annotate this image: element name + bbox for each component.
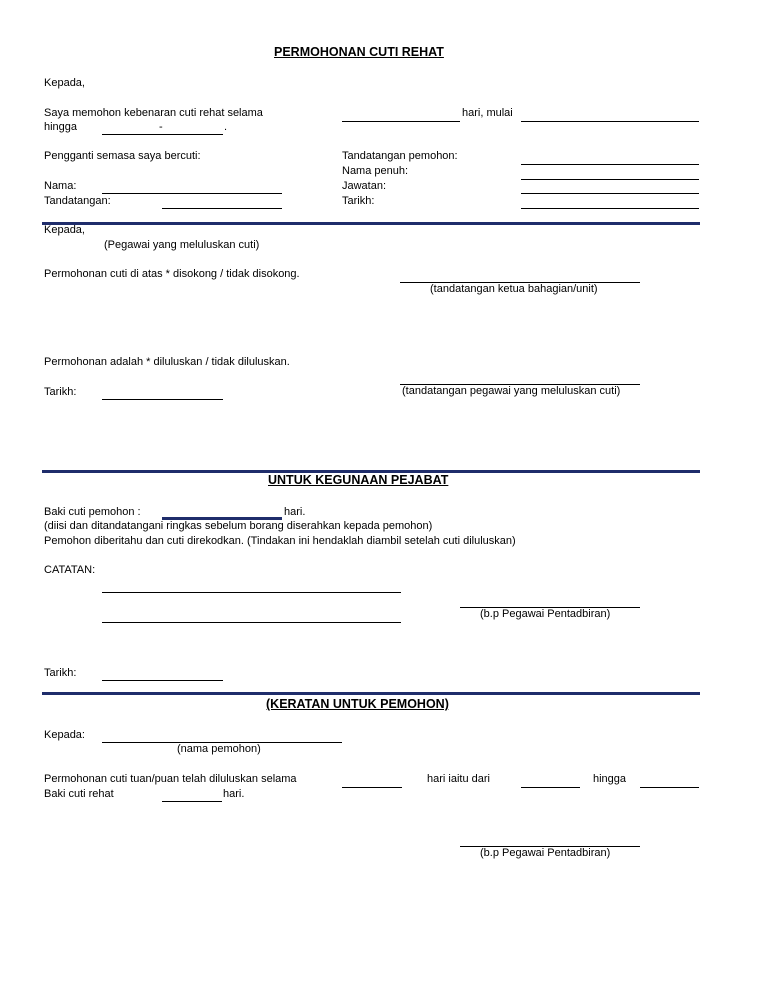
notes-line-1[interactable] bbox=[102, 592, 401, 593]
approved-duration-label: Permohonan cuti tuan/puan telah diluluskan selama bbox=[44, 773, 297, 785]
request-line-label: Saya memohon kebenaran cuti rehat selama bbox=[44, 107, 263, 119]
nama-pemohon-caption: (nama pemohon) bbox=[177, 743, 261, 755]
tarikh-label-2: Tarikh: bbox=[44, 386, 77, 398]
kepada-label: Kepada, bbox=[44, 77, 85, 89]
form-title: PERMOHONAN CUTI REHAT bbox=[274, 45, 444, 59]
date-field[interactable] bbox=[521, 208, 699, 209]
start-date-field[interactable] bbox=[521, 121, 699, 122]
office-date-field[interactable] bbox=[102, 680, 223, 681]
position-field[interactable] bbox=[521, 193, 699, 194]
date-dash: - bbox=[159, 121, 163, 133]
tarikh-label-3: Tarikh: bbox=[44, 667, 77, 679]
pengganti-label: Pengganti semasa saya bercuti: bbox=[44, 150, 201, 162]
baki-rehat-label: Baki cuti rehat bbox=[44, 788, 114, 800]
nama-label: Nama: bbox=[44, 180, 77, 192]
applicant-slip-title: (KERATAN UNTUK PEMOHON) bbox=[266, 697, 449, 711]
diluluskan-label: Permohonan adalah * diluluskan / tidak diluluskan. bbox=[44, 356, 290, 368]
replacement-signature-field[interactable] bbox=[162, 208, 282, 209]
tandatangan-pemohon-label: Tandatangan pemohon: bbox=[342, 150, 458, 162]
replacement-name-field[interactable] bbox=[102, 193, 282, 194]
end-dot: . bbox=[224, 121, 228, 133]
applicant-signature-field[interactable] bbox=[521, 164, 699, 165]
admin-signature-caption: (b.p Pegawai Pentadbiran) bbox=[480, 608, 611, 620]
hari-iaitu-label: hari iaitu dari bbox=[427, 773, 490, 785]
jawatan-label: Jawatan: bbox=[342, 180, 387, 192]
approved-end-field[interactable] bbox=[640, 787, 699, 788]
nama-penuh-label: Nama penuh: bbox=[342, 165, 409, 177]
kepada-label-2: Kepada, bbox=[44, 224, 85, 236]
hari-label-4: hari. bbox=[223, 788, 245, 800]
remaining-leave-field[interactable] bbox=[162, 801, 222, 802]
end-date-field[interactable] bbox=[102, 134, 223, 135]
office-use-title: UNTUK KEGUNAAN PEJABAT bbox=[268, 473, 449, 487]
tandatangan-label: Tandatangan: bbox=[44, 195, 111, 207]
full-name-field[interactable] bbox=[521, 179, 699, 180]
approval-date-field[interactable] bbox=[102, 399, 223, 400]
section-divider bbox=[42, 222, 700, 225]
section-divider bbox=[42, 692, 700, 695]
approved-days-field[interactable] bbox=[342, 787, 402, 788]
hingga-label-4: hingga bbox=[593, 773, 627, 785]
hari-mulai-label: hari, mulai bbox=[462, 107, 513, 119]
diberitahu-note: Pemohon diberitahu dan cuti direkodkan. (Tindakan ini hendaklah diambil setelah cuti diluluskan) bbox=[44, 535, 516, 547]
admin-signature-caption-2: (b.p Pegawai Pentadbiran) bbox=[480, 847, 611, 859]
hingga-label: hingga bbox=[44, 121, 78, 133]
kepada-label-4: Kepada: bbox=[44, 729, 85, 741]
hari-label: hari. bbox=[284, 506, 306, 518]
head-signature-caption: (tandatangan ketua bahagian/unit) bbox=[430, 283, 598, 295]
disokong-label: Permohonan cuti di atas * disokong / tidak disokong. bbox=[44, 268, 300, 280]
notes-line-2[interactable] bbox=[102, 622, 401, 623]
catatan-label: CATATAN: bbox=[44, 564, 96, 576]
approver-signature-caption: (tandatangan pegawai yang meluluskan cuti) bbox=[402, 385, 621, 397]
baki-label: Baki cuti pemohon : bbox=[44, 506, 141, 518]
tarikh-label: Tarikh: bbox=[342, 195, 375, 207]
pegawai-label: (Pegawai yang meluluskan cuti) bbox=[104, 239, 260, 251]
days-field[interactable] bbox=[342, 121, 460, 122]
approved-start-field[interactable] bbox=[521, 787, 580, 788]
diisi-note: (diisi dan ditandatangani ringkas sebelum borang diserahkan kepada pemohon) bbox=[44, 520, 433, 532]
